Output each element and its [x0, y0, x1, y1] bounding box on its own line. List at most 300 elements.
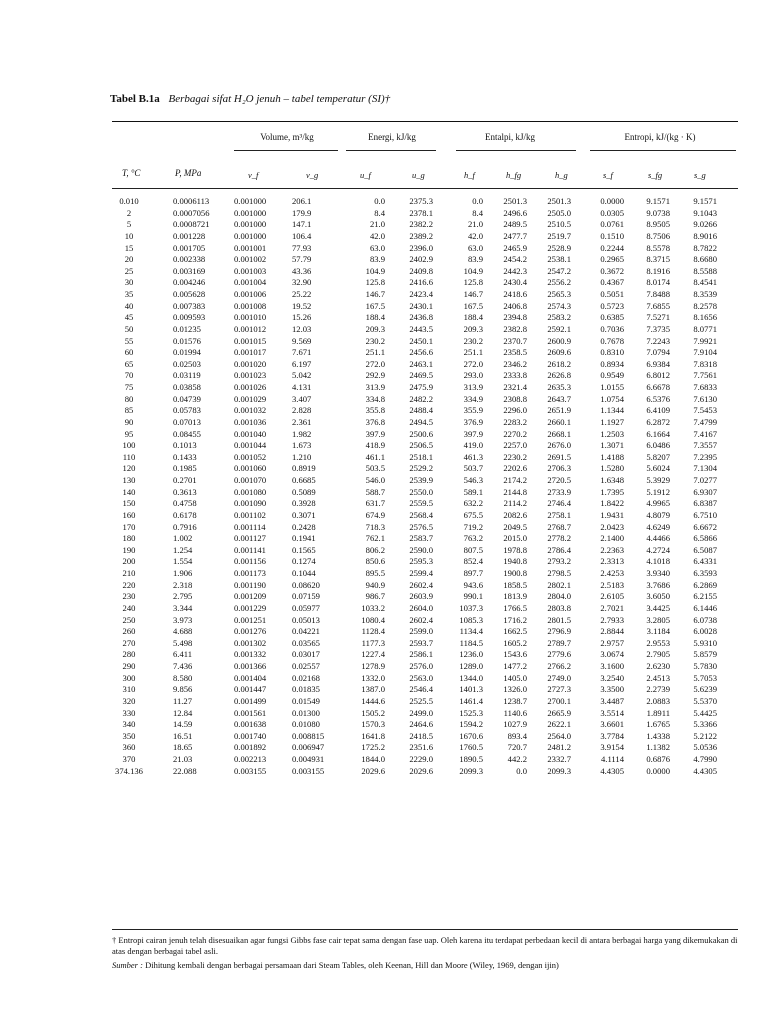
table-cell: 895.5 — [365, 568, 385, 578]
table-cell: 1227.4 — [361, 649, 385, 660]
sub-vg: v_g — [306, 170, 319, 180]
table-cell: 1813.9 — [503, 591, 527, 602]
table-cell: 16.51 — [173, 730, 193, 741]
table-cell: 2382.2 — [409, 219, 433, 230]
table-cell: 2.0423 — [600, 521, 624, 532]
sub-hf: h_f — [464, 170, 475, 180]
table-cell: 272.0 — [463, 358, 483, 369]
table-cell: 0.001102 — [234, 509, 266, 520]
table-row — [0, 417, 768, 429]
table-cell: 10 — [124, 230, 134, 241]
table-cell: 5.6024 — [646, 463, 670, 474]
table-cell: 2499.0 — [409, 707, 433, 718]
table-cell: 15 — [124, 242, 134, 253]
table-cell: 2529.2 — [409, 463, 433, 474]
table-cell: 65 — [124, 358, 134, 369]
table-cell: 9.1571 — [693, 196, 717, 206]
table-cell: 0.03565 — [292, 637, 320, 648]
table-cell: 2406.8 — [503, 300, 527, 311]
table-cell: 2.3313 — [600, 556, 624, 567]
table-cell: 2488.4 — [409, 405, 433, 416]
table-cell: 4.4305 — [600, 765, 624, 776]
table-cell: 1134.4 — [459, 626, 483, 637]
table-cell: 3.7686 — [646, 579, 670, 590]
table-cell: 0.1941 — [292, 533, 316, 544]
footnote-source — [112, 960, 742, 971]
table-cell: 8.1916 — [646, 265, 670, 276]
sub-hfg: h_fg — [506, 170, 522, 180]
footnote-entropy: † Entropi cairan jenuh telah disesuaikan agar fungsi Gibbs fase cair tepat sama dengan fase uap. Oleh karena itu terdapat perbedaan kecil di antara berbagai harga yang dikemukakan di atas dengan berbagai tabel asli. — [112, 935, 738, 956]
table-row — [0, 405, 768, 417]
table-cell: 2351.6 — [409, 742, 433, 753]
table-cell: 2586.1 — [409, 649, 433, 660]
table-cell: 0.001052 — [234, 451, 267, 462]
table-cell: 940.9 — [365, 579, 385, 590]
table-row — [0, 429, 768, 441]
table-cell: 2766.2 — [547, 661, 571, 671]
table-cell: 2626.8 — [547, 370, 571, 381]
table-cell: 1444.6 — [361, 695, 385, 706]
table-cell: 8.4 — [472, 207, 483, 218]
table-cell: 4.4305 — [693, 765, 717, 776]
table-cell: 0.04221 — [292, 626, 320, 637]
table-cell: 2599.4 — [409, 568, 433, 578]
table-cell: 90 — [124, 416, 134, 427]
table-cell: 1184.5 — [459, 637, 483, 648]
table-cell: 1.3071 — [600, 440, 624, 451]
table-cell: 0.05977 — [292, 602, 320, 613]
volume-rule — [234, 150, 338, 151]
table-cell: 0.4367 — [600, 277, 624, 288]
table-cell: 2099.3 — [459, 765, 483, 776]
table-cell: 1.4338 — [646, 730, 670, 741]
table-cell: 0.005628 — [173, 289, 206, 299]
table-row — [0, 603, 768, 615]
table-cell: 1238.7 — [503, 695, 527, 706]
table-cell: 0.5723 — [600, 300, 624, 311]
table-cell: 0.05783 — [173, 405, 201, 416]
table-cell: 0.001302 — [234, 637, 267, 648]
table-cell: 95 — [124, 428, 134, 439]
table-cell: 260 — [122, 626, 136, 637]
table-row — [0, 684, 768, 696]
table-cell: 0.7916 — [173, 521, 197, 532]
table-cell: 0.001036 — [234, 416, 267, 427]
table-cell: 7.9921 — [693, 335, 717, 346]
table-cell: 2758.1 — [547, 509, 571, 520]
entalpi-rule — [456, 150, 576, 151]
table-cell: 7.7561 — [693, 370, 717, 381]
table-cell: 0.003169 — [173, 265, 206, 276]
table-cell: 7.6855 — [646, 300, 670, 311]
header-entalpi: Entalpi, kJ/kg — [485, 132, 535, 142]
table-cell: 2396.0 — [409, 242, 433, 253]
table-cell: 4.7990 — [693, 754, 717, 764]
table-row — [0, 382, 768, 394]
table-cell: 0.0000 — [646, 765, 670, 776]
table-cell: 5.8579 — [693, 649, 717, 660]
table-row — [0, 556, 768, 568]
table-cell: 0.001127 — [234, 533, 266, 544]
table-cell: 125.8 — [365, 277, 385, 288]
table-cell: 1890.5 — [459, 754, 483, 764]
table-cell: 5.498 — [173, 637, 193, 648]
table-cell: 2779.6 — [547, 649, 571, 660]
table-cell: 15.26 — [292, 312, 312, 323]
table-cell: 0.001000 — [234, 230, 267, 241]
table-cell: 7.671 — [292, 347, 312, 358]
table-cell: 0.1044 — [292, 568, 316, 578]
table-cell: 2706.3 — [547, 463, 571, 474]
table-cell: 2430.1 — [409, 300, 433, 311]
table-cell: 2.6230 — [646, 661, 670, 671]
table-cell: 418.9 — [365, 440, 385, 451]
table-cell: 2454.2 — [503, 254, 527, 265]
table-cell: 251.1 — [365, 347, 385, 358]
table-cell: 0.001173 — [234, 568, 266, 578]
table-cell: 210 — [122, 568, 136, 578]
table-cell: 0.004931 — [292, 754, 325, 764]
table-cell: 2559.5 — [409, 498, 433, 509]
table-cell: 360 — [122, 742, 136, 753]
table-cell: 0.01080 — [292, 719, 320, 730]
table-cell: 0.009593 — [173, 312, 206, 323]
table-cell: 5.5370 — [693, 695, 717, 706]
table-cell: 270 — [122, 637, 136, 648]
table-cell: 2.7021 — [600, 602, 624, 613]
sub-sg: s_g — [694, 170, 706, 180]
table-cell: 8.3715 — [646, 254, 670, 265]
table-cell: 0.001251 — [234, 614, 267, 625]
table-cell: 1.6765 — [646, 719, 670, 730]
table-cell: 4.688 — [173, 626, 193, 637]
table-title — [110, 93, 390, 105]
table-cell: 8.1656 — [693, 312, 717, 323]
table-row — [0, 719, 768, 731]
table-row — [0, 289, 768, 301]
table-cell: 4.6249 — [646, 521, 670, 532]
table-cell: 230.2 — [365, 335, 385, 346]
table-cell: 2389.2 — [409, 230, 433, 241]
table-cell: 762.1 — [365, 533, 385, 544]
table-cell: 0.001032 — [234, 405, 267, 416]
entropi-rule — [590, 150, 736, 151]
table-cell: 2583.7 — [409, 533, 433, 544]
table-cell: 2796.9 — [547, 626, 571, 637]
table-cell: 2804.0 — [547, 591, 571, 602]
table-cell: 11.27 — [173, 695, 193, 706]
table-cell: 140 — [122, 486, 136, 497]
table-cell: 330 — [122, 707, 136, 718]
table-cell: 7.8318 — [693, 358, 717, 369]
table-cell: 1.554 — [173, 556, 193, 567]
table-row — [0, 708, 768, 720]
table-cell: 5.7830 — [693, 661, 717, 671]
table-cell: 1.8911 — [646, 707, 670, 718]
table-cell: 2464.6 — [409, 719, 433, 730]
table-cell: 25 — [124, 265, 134, 276]
table-cell: 2786.4 — [547, 544, 571, 555]
table-cell: 125.8 — [463, 277, 483, 288]
sub-sf: s_f — [603, 170, 613, 180]
table-cell: 8.0174 — [646, 277, 670, 288]
table-cell: 2029.6 — [409, 765, 433, 776]
table-cell: 419.0 — [463, 440, 483, 451]
table-cell: 5.4425 — [693, 707, 717, 718]
table-cell: 35 — [124, 289, 134, 299]
table-row — [0, 266, 768, 278]
table-cell: 6.6672 — [693, 521, 717, 532]
table-cell: 8.4 — [374, 207, 385, 218]
table-cell: 2.361 — [292, 416, 312, 427]
table-cell: 0.001705 — [173, 242, 206, 253]
table-cell: 104.9 — [463, 265, 483, 276]
table-cell: 0.003155 — [292, 765, 325, 776]
table-cell: 1461.4 — [459, 695, 483, 706]
table-cell: 0.002338 — [173, 254, 206, 265]
table-cell: 0.001008 — [234, 300, 267, 311]
table-cell: 2.2363 — [600, 544, 624, 555]
table-cell: 290 — [122, 661, 136, 671]
table-cell: 14.59 — [173, 719, 193, 730]
table-cell: 310 — [122, 684, 136, 695]
table-cell: 7.4167 — [693, 428, 717, 439]
table-cell: 2257.0 — [503, 440, 527, 451]
table-cell: 2229.0 — [409, 754, 433, 764]
table-cell: 8.580 — [173, 672, 193, 683]
table-cell: 8.9016 — [693, 230, 717, 241]
table-cell: 83.9 — [467, 254, 483, 265]
table-cell: 209.3 — [463, 323, 483, 334]
table-cell: 209.3 — [365, 323, 385, 334]
table-cell: 2802.1 — [547, 579, 571, 590]
table-cell: 21.0 — [467, 219, 483, 230]
table-cell: 2622.1 — [547, 719, 571, 730]
table-cell: 2.1400 — [600, 533, 624, 544]
table-cell: 0.07159 — [292, 591, 320, 602]
table-cell: 0.001010 — [234, 312, 267, 323]
table-row — [0, 580, 768, 592]
table-cell: 2604.0 — [409, 602, 433, 613]
table-cell: 2593.7 — [409, 637, 433, 648]
table-cell: 2501.3 — [547, 196, 571, 206]
table-cell: 0.08620 — [292, 579, 320, 590]
table-cell: 0.001015 — [234, 335, 267, 346]
table-cell: 3.344 — [173, 602, 193, 613]
table-cell: 6.8012 — [646, 370, 670, 381]
table-cell: 546.3 — [463, 475, 483, 485]
table-cell: 2727.3 — [547, 684, 571, 695]
table-cell: 2602.4 — [409, 614, 433, 625]
table-cell: 2.318 — [173, 579, 193, 590]
table-cell: 146.7 — [463, 289, 483, 299]
table-cell: 150 — [122, 498, 136, 509]
header-bottom-rule — [112, 188, 738, 189]
table-row — [0, 649, 768, 661]
table-cell: 0.001017 — [234, 347, 267, 358]
table-cell: 7.3557 — [693, 440, 717, 451]
table-cell: 720.7 — [507, 742, 527, 753]
table-cell: 806.2 — [365, 544, 385, 555]
table-cell: 20 — [124, 254, 134, 265]
table-cell: 2.8844 — [600, 626, 624, 637]
table-row — [0, 591, 768, 603]
table-cell: 1716.2 — [503, 614, 527, 625]
table-cell: 2564.0 — [547, 730, 571, 741]
table-cell: 1.6348 — [600, 475, 624, 485]
table-row — [0, 196, 768, 208]
table-cell: 12.84 — [173, 707, 193, 718]
header-temperature: T, °C — [122, 168, 141, 178]
table-cell: 0.001740 — [234, 730, 267, 741]
table-cell: 2510.5 — [547, 219, 571, 230]
table-cell: 2436.8 — [409, 312, 433, 323]
table-cell: 546.0 — [365, 475, 385, 485]
table-cell: 2144.8 — [503, 486, 527, 497]
table-cell: 632.2 — [463, 498, 483, 509]
table-cell: 0.2701 — [173, 475, 197, 485]
table-cell: 5.6239 — [693, 684, 717, 695]
table-cell: 0.001229 — [234, 602, 267, 613]
table-cell: 3.7784 — [600, 730, 624, 741]
table-cell: 0.008815 — [292, 730, 325, 741]
table-cell: 3.6050 — [646, 591, 670, 602]
table-row — [0, 347, 768, 359]
table-caption: Berbagai sifat H₂O jenuh – tabel temperatur (SI)† — [168, 93, 391, 105]
table-cell: 0.0761 — [600, 219, 624, 230]
table-cell: 2202.6 — [503, 463, 527, 474]
sub-ug: u_g — [412, 170, 425, 180]
table-cell: 7.5271 — [646, 312, 670, 323]
table-cell: 1344.0 — [459, 672, 483, 683]
table-cell: 3.1600 — [600, 661, 624, 671]
table-cell: 6.7510 — [693, 509, 717, 520]
table-cell: 2308.8 — [503, 393, 527, 404]
table-cell: 0.001141 — [234, 544, 266, 555]
table-cell: 0.0008721 — [173, 219, 210, 230]
table-cell: 106.4 — [292, 230, 312, 241]
table-cell: 250 — [122, 614, 136, 625]
table-cell: 0.01300 — [292, 707, 320, 718]
table-cell: 1.982 — [292, 428, 312, 439]
table-cell: 8.5588 — [693, 265, 717, 276]
table-cell: 206.1 — [292, 196, 312, 206]
table-cell: 2456.6 — [409, 347, 433, 358]
table-cell: 110 — [122, 451, 136, 462]
table-cell: 0.0 — [472, 196, 483, 206]
table-cell: 461.1 — [365, 451, 385, 462]
table-row — [0, 301, 768, 313]
table-cell: 32.90 — [292, 277, 312, 288]
table-cell: 0.002213 — [234, 754, 267, 764]
table-cell: 3.2805 — [646, 614, 670, 625]
table-cell: 986.7 — [365, 591, 385, 602]
table-cell: 0.01835 — [292, 684, 320, 695]
table-cell: 0.03119 — [173, 370, 201, 381]
table-cell: 313.9 — [365, 382, 385, 392]
table-cell: 2501.3 — [503, 196, 527, 206]
source-label: Sumber : — [112, 960, 143, 970]
table-cell: 0.001060 — [234, 463, 267, 474]
table-cell: 2789.7 — [547, 637, 571, 648]
table-cell: 2475.9 — [409, 382, 433, 392]
table-cell: 0.001561 — [234, 707, 267, 718]
table-cell: 2370.7 — [503, 335, 527, 346]
table-cell: 7.5453 — [693, 405, 717, 416]
table-cell: 2635.3 — [547, 382, 571, 392]
table-cell: 1760.5 — [459, 742, 483, 753]
table-cell: 1.906 — [173, 568, 193, 578]
table-row — [0, 766, 768, 778]
table-cell: 2418.5 — [409, 730, 433, 741]
table-row — [0, 615, 768, 627]
table-cell: 1278.9 — [361, 661, 385, 671]
table-cell: 355.9 — [463, 405, 483, 416]
table-cell: 2.9553 — [646, 637, 670, 648]
table-cell: 3.9154 — [600, 742, 624, 753]
table-cell: 7.2395 — [693, 451, 717, 462]
table-cell: 2378.1 — [409, 207, 433, 218]
table-cell: 2768.7 — [547, 521, 571, 532]
table-cell: 1033.2 — [361, 602, 385, 613]
table-cell: 21.0 — [369, 219, 385, 230]
table-cell: 0.001156 — [234, 556, 266, 567]
table-cell: 6.1446 — [693, 602, 717, 613]
table-cell: 1405.0 — [503, 672, 527, 683]
table-cell: 1641.8 — [361, 730, 385, 741]
table-cell: 2700.1 — [547, 695, 571, 706]
table-cell: 1080.4 — [361, 614, 385, 625]
table-cell: 5.1912 — [646, 486, 670, 497]
table-cell: 674.9 — [365, 509, 385, 520]
table-cell: 5.9310 — [693, 637, 717, 648]
table-cell: 0.3071 — [292, 509, 316, 520]
table-cell: 0.001080 — [234, 486, 267, 497]
table-row — [0, 370, 768, 382]
table-cell: 5.8207 — [646, 451, 670, 462]
table-cell: 57.79 — [292, 254, 312, 265]
table-cell: 2394.8 — [503, 312, 527, 323]
table-row — [0, 452, 768, 464]
table-cell: 4.4466 — [646, 533, 670, 544]
table-cell: 230 — [122, 591, 136, 602]
table-cell: 6.2872 — [646, 416, 670, 427]
table-cell: 0.001638 — [234, 719, 267, 730]
table-cell: 6.4331 — [693, 556, 717, 567]
table-cell: 2550.0 — [409, 486, 433, 497]
table-cell: 0.001023 — [234, 370, 267, 381]
table-row — [0, 219, 768, 231]
table-cell: 3.5514 — [600, 707, 624, 718]
table-cell: 0.6685 — [292, 475, 316, 485]
table-cell: 0.1013 — [173, 440, 197, 451]
table-cell: 0.001114 — [234, 521, 266, 532]
table-cell: 0.1510 — [600, 230, 624, 241]
table-cell: 0.03858 — [173, 382, 201, 392]
table-cell: 0.3613 — [173, 486, 197, 497]
table-cell: 2402.9 — [409, 254, 433, 265]
table-cell: 4.8079 — [646, 509, 670, 520]
table-cell: 60 — [124, 347, 134, 358]
table-cell: 2793.2 — [547, 556, 571, 567]
table-cell: 1766.5 — [503, 602, 527, 613]
table-cell: 4.1018 — [646, 556, 670, 567]
table-cell: 320 — [122, 695, 136, 706]
table-cell: 80 — [124, 393, 134, 404]
table-cell: 2296.0 — [503, 405, 527, 416]
header-volume: Volume, m³/kg — [260, 132, 314, 142]
table-row — [0, 545, 768, 557]
